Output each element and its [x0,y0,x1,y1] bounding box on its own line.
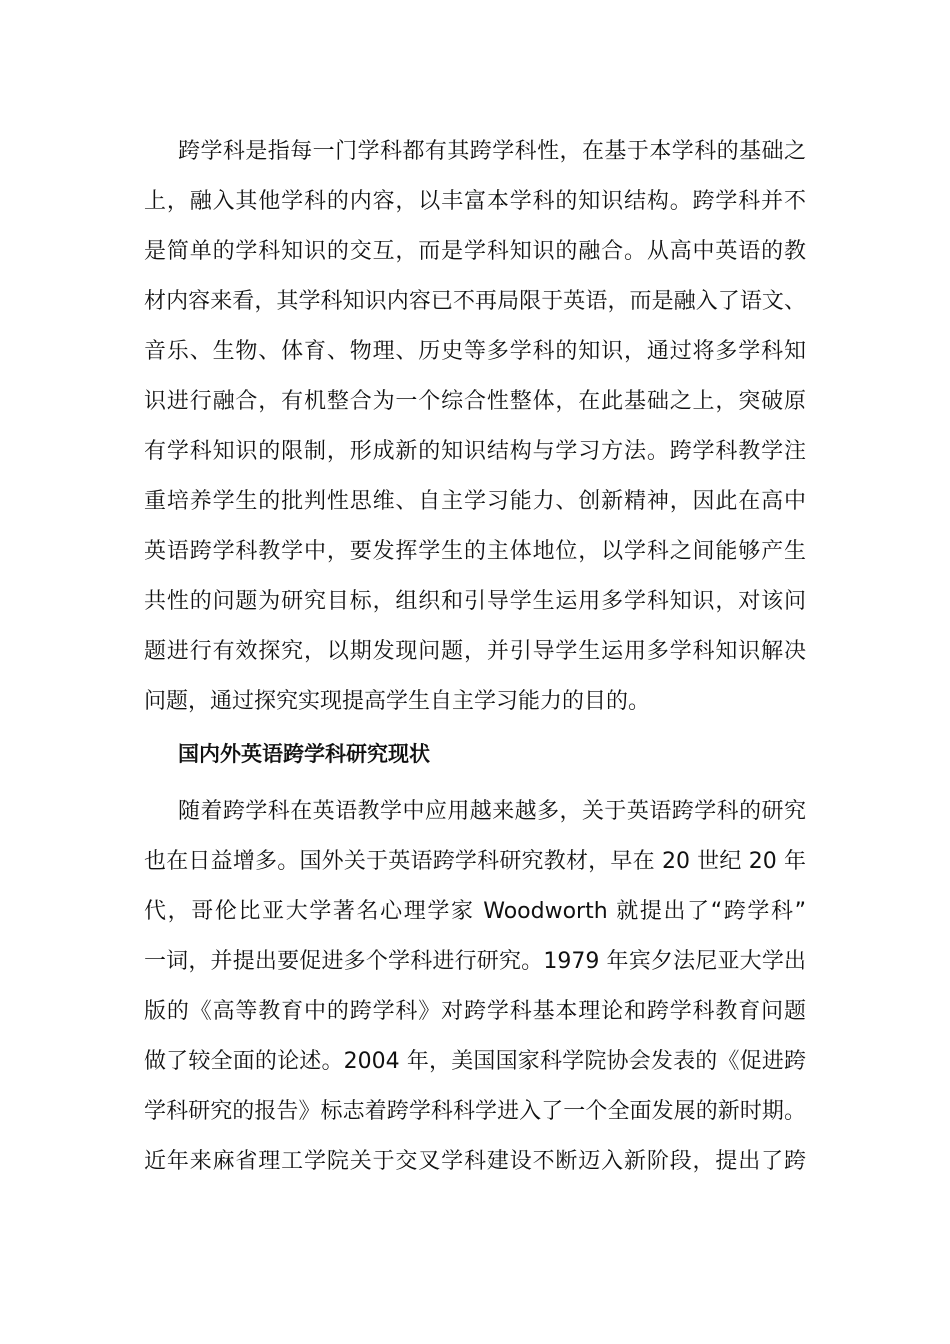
text-line: 学科研究的报告》标志着跨学科科学进入了一个全面发展的新时期。 [144,1099,806,1124]
section-heading: 国内外英语跨学科研究现状 [178,742,430,766]
text-line: 音乐、生物、体育、物理、历史等多学科的知识，通过将多学科知 [144,339,806,364]
text-line: 材内容来看，其学科知识内容已不再局限于英语，而是融入了语文、 [144,289,806,314]
text-line: 随着跨学科在英语教学中应用越来越多，关于英语跨学科的研究 [178,799,806,824]
text-line: 重培养学生的批判性思维、自主学习能力、创新精神，因此在高中 [144,489,806,514]
text-line: 英语跨学科教学中，要发挥学生的主体地位，以学科之间能够产生 [144,539,806,564]
text-line: 也在日益增多。国外关于英语跨学科研究教材，早在 20 世纪 20 年 [144,849,806,874]
text-line: 共性的问题为研究目标，组织和引导学生运用多学科知识，对该问 [144,589,806,614]
text-line: 上，融入其他学科的内容，以丰富本学科的知识结构。跨学科并不 [144,189,806,214]
text-line: 是简单的学科知识的交互，而是学科知识的融合。从高中英语的教 [144,239,806,264]
text-line: 近年来麻省理工学院关于交叉学科建设不断迈入新阶段，提出了跨 [144,1149,806,1174]
text-line: 有学科知识的限制，形成新的知识结构与学习方法。跨学科教学注 [144,439,806,464]
text-line: 一词，并提出要促进多个学科进行研究。1979 年宾夕法尼亚大学出 [144,949,806,974]
text-line: 识进行融合，有机整合为一个综合性整体，在此基础之上，突破原 [144,389,806,414]
text-line: 题进行有效探究，以期发现问题，并引导学生运用多学科知识解决 [144,639,806,664]
text-line: 代，哥伦比亚大学著名心理学家 Woodworth 就提出了“跨学科” [144,899,806,924]
text-line: 做了较全面的论述。2004 年，美国国家科学院协会发表的《促进跨 [144,1049,806,1074]
text-line: 问题，通过探究实现提高学生自主学习能力的目的。 [144,689,651,714]
text-line: 跨学科是指每一门学科都有其跨学科性，在基于本学科的基础之 [178,139,806,164]
text-line: 版的《高等教育中的跨学科》对跨学科基本理论和跨学科教育问题 [144,999,806,1024]
